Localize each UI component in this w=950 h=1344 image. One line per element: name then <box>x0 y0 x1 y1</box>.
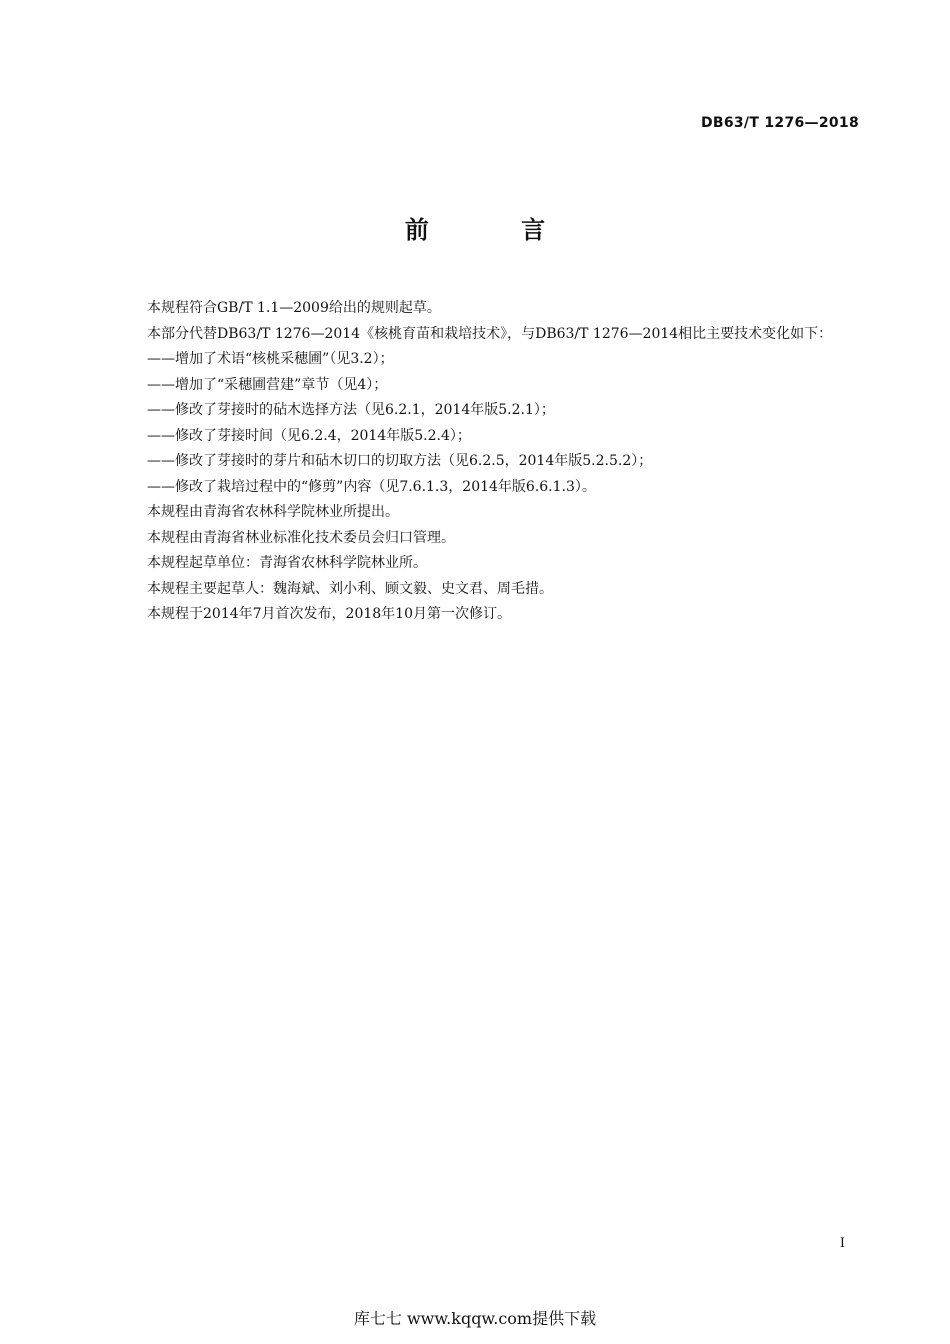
paragraph: 本规程由青海省农林科学院林业所提出。 <box>147 504 399 520</box>
download-footer: 库七七 www.kqqw.com提供下载 <box>353 1309 597 1328</box>
list-item: ——增加了“采穗圃营建”章节（见4）； <box>147 376 388 393</box>
document-code: DB63/T 1276—2018 <box>700 115 859 131</box>
list-item: ——增加了术语“核桃采穗圃”（见3.2）； <box>147 351 394 367</box>
paragraph: 本规程符合GB/T 1.1—2009给出的规则起草。 <box>147 300 441 316</box>
paragraph: 本规程于2014年7月首次发布，2018年10月第一次修订。 <box>147 606 511 622</box>
paragraph: 本规程由青海省林业标准化技术委员会归口管理。 <box>147 529 455 546</box>
list-item: ——修改了芽接时间（见6.2.4，2014年版5.2.4）； <box>147 427 471 444</box>
paragraph: 本规程起草单位：青海省农林科学院林业所。 <box>147 555 427 571</box>
page-title: 前 言 <box>404 216 588 244</box>
foreword-body <box>115 296 860 628</box>
list-item: ——修改了栽培过程中的“修剪”内容（见7.6.1.3，2014年版6.6.1.3）。 <box>147 478 596 495</box>
paragraph: 本部分代替DB63/T 1276—2014《核桃育苗和栽培技术》，与DB63/T 1276—2014相比主要技术变化如下： <box>147 325 833 342</box>
list-item: ——修改了芽接时的砧木选择方法（见6.2.1，2014年版5.2.1）； <box>147 402 555 418</box>
paragraph: 本规程主要起草人：魏海斌、刘小利、顾文毅、史文君、周毛措。 <box>147 580 553 597</box>
page-number: I <box>839 1236 845 1251</box>
list-item: ——修改了芽接时的芽片和砧木切口的切取方法（见6.2.5，2014年版5.2.5.2）； <box>147 453 653 469</box>
